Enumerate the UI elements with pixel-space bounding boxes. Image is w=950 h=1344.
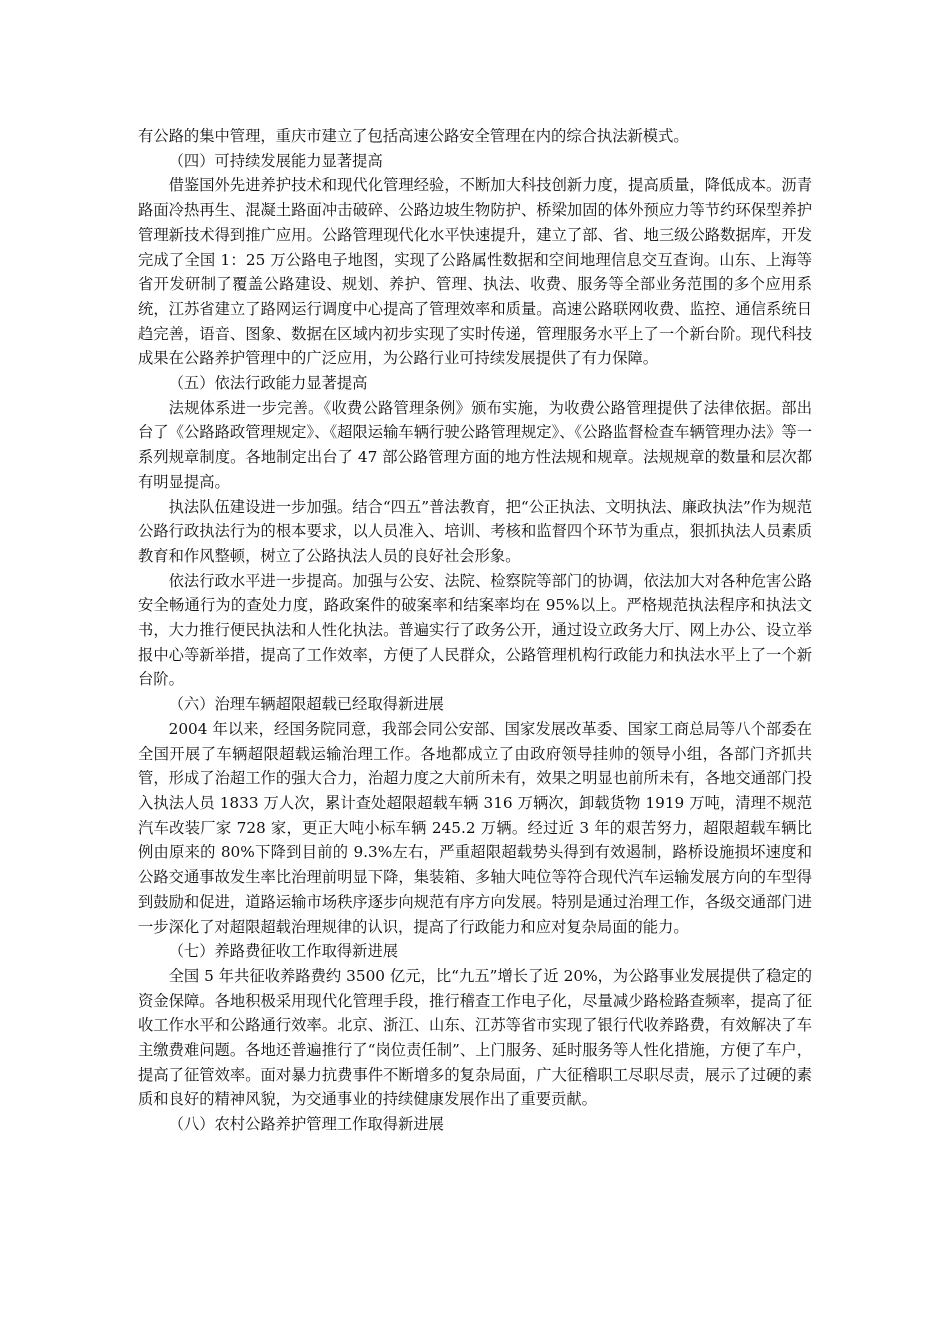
section-heading-5: （五）依法行政能力显著提高 (168, 374, 368, 393)
paragraph-administration-level: 依法行政水平进一步提高。加强与公安、法院、检察院等部门的协调，依法加大对各种危害公路安全畅通行为的查处力度，路政案件的破案率和结案率均在 95%以上。严格规范执法程序和执法文书，大力推行便民执法和人性化执法。普遍实行了政务公开，通过设立政务大厅、网上办公、设立举报中心等新举措，提高了工作效率，方便了人民群众，公路管理机构行政能力和执法水平上了一个新台阶。 (138, 571, 812, 689)
section-heading-7: （七）养路费征收工作取得新进展 (168, 942, 399, 961)
paragraph-continued: 有公路的集中管理，重庆市建立了包括高速公路安全管理在内的综合执法新模式。 (138, 127, 689, 145)
paragraph-legal-system: 法规体系进一步完善。《收费公路管理条例》颁布实施，为收费公路管理提供了法律依据。部出台了《公路路政管理规定》、《超限运输车辆行驶公路管理规定》、《公路监督检查车辆管理办法》等一系列规章制度。各地制定出台了 47 部公路管理方面的地方性法规和规章。法规规章的数量和层次都有明显提高。 (138, 398, 812, 491)
section-heading-4: （四）可持续发展能力显著提高 (168, 151, 383, 170)
paragraph-tech-innovation: 借鉴国外先进养护技术和现代化管理经验，不断加大科技创新力度，提高质量，降低成本。沥青路面冷热再生、混凝土路面冲击破碎、公路边坡生物防护、桥梁加固的体外预应力等节约环保型养护管理新技术得到推广应用。公路管理现代化水平快速提升，建立了部、省、地三级公路数据库，开发完成了全国 1：25 万公路电子地图，实现了公路属性数据和空间地理信息交互查询。山东、上海等省开发研制了覆盖公路建设、规划、养护、管理、执法、收费、服务等全部业务范围的多个应用系统，江苏省建立了路网运行调度中心提高了管理效率和质量。高速公路联网收费、监控、通信系统日趋完善，语音、图象、数据在区域内初步实现了实时传递，管理服务水平上了一个新台阶。现代科技成果在公路养护管理中的广泛应用，为公路行业可持续发展提供了有力保障。 (138, 176, 812, 368)
paragraph-enforcement-team: 执法队伍建设进一步加强。结合“四五”普法教育，把“公正执法、文明执法、廉政执法”作为规范公路行政执法行为的根本要求，以人员准入、培训、考核和监督四个环节为重点，狠抓执法人员素质教育和作风整顿，树立了公路执法人员的良好社会形象。 (138, 497, 812, 565)
paragraph-overload-control: 2004 年以来，经国务院同意，我部会同公安部、国家发展改革委、国家工商总局等八个部委在全国开展了车辆超限超载运输治理工作。各地都成立了由政府领导挂帅的领导小组，各部门齐抓共管，形成了治超工作的强大合力，治超力度之大前所未有，效果之明显也前所未有，各地交通部门投入执法人员 1833 万人次，累计查处超限超载车辆 316 万辆次，卸载货物 1919 万吨，清理不规范汽车改装厂家 728 家，更正大吨小标车辆 245.2 万辆。经过近 3 年的艰苦努力，超限超载车辆比例由原来的 80%下降到目前的 9.3%左右，严重超限超载势头得到有效遏制，路桥设施损坏速度和公路交通事故发生率比治理前明显下降，集装箱、多轴大吨位等符合现代汽车运输发展方向的车型得到鼓励和促进，道路运输市场秩序逐步向规范有序方向发展。特别是通过治理工作，各级交通部门进一步深化了对超限超载治理规律的认识，提高了行政能力和应对复杂局面的能力。 (138, 719, 812, 936)
section-heading-6: （六）治理车辆超限超载已经取得新进展 (168, 695, 444, 714)
section-heading-8: （八）农村公路养护管理工作取得新进展 (168, 1115, 444, 1134)
paragraph-road-fee: 全国 5 年共征收养路费约 3500 亿元，比“九五”增长了近 20%，为公路事业发展提供了稳定的资金保障。各地积极采用现代化管理手段，推行稽查工作电子化，尽量减少路检路查频率，提高了征收工作水平和公路通行效率。北京、浙江、山东、江苏等省市实现了银行代收养路费，有效解决了车主缴费难问题。各地还普遍推行了“岗位责任制”、上门服务、延时服务等人性化措施，方便了车户，提高了征管效率。面对暴力抗费事件不断增多的复杂局面，广大征稽职工尽职尽责，展示了过硬的素质和良好的精神风貌，为交通事业的持续健康发展作出了重要贡献。 (138, 966, 812, 1109)
document-page (138, 124, 812, 1137)
